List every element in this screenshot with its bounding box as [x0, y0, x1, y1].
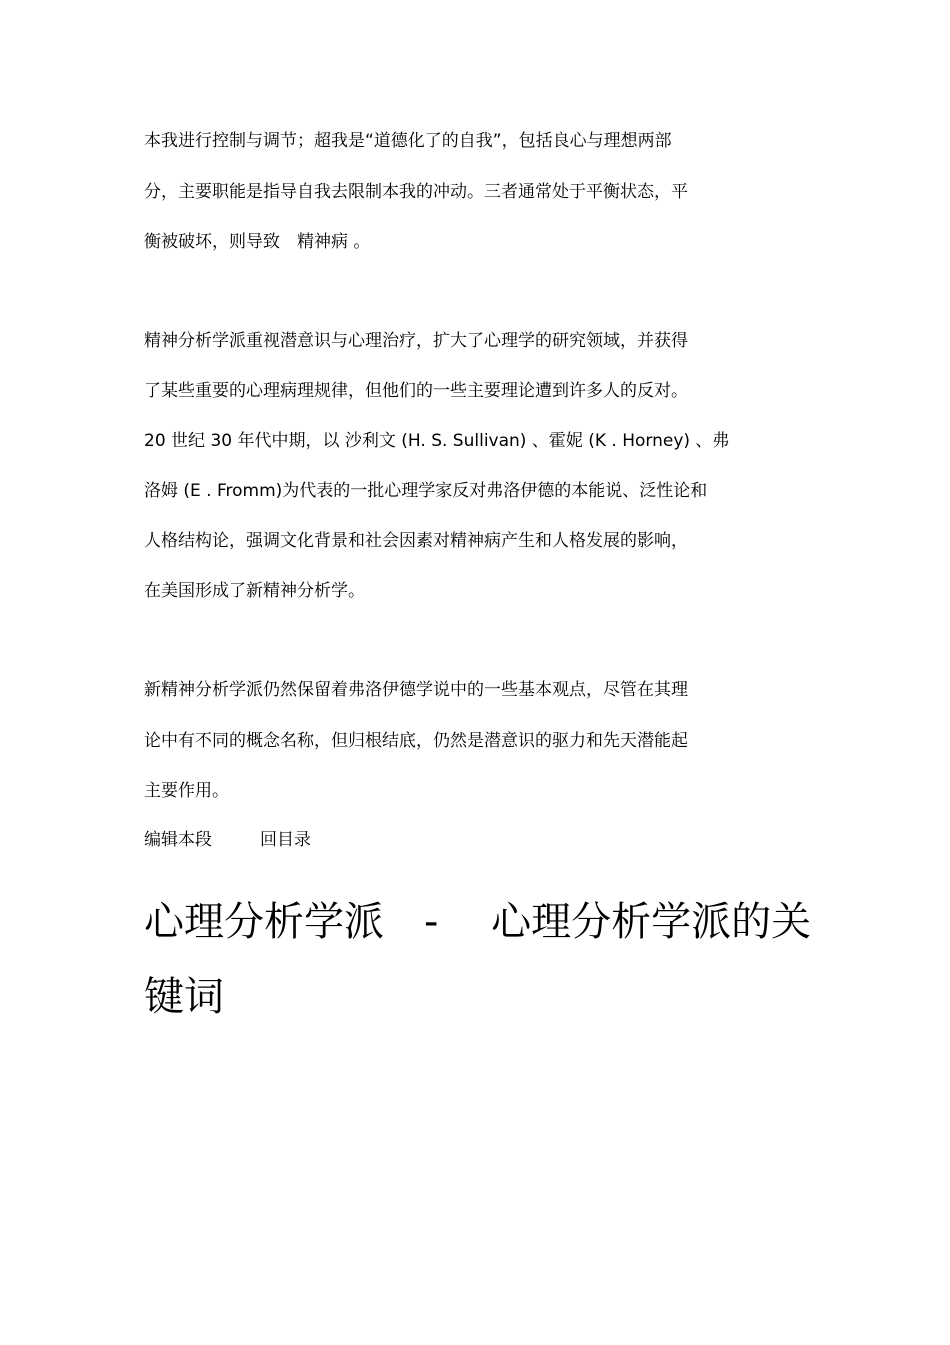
- section-links: [144, 828, 311, 852]
- paragraph-3-line-2: 论中有不同的概念名称，但归根结底，仍然是潜意识的驱力和先天潜能起: [144, 731, 688, 751]
- back-to-toc-link[interactable]: 回目录: [260, 830, 311, 850]
- paragraph-2-line-2: 了某些重要的心理病理规律，但他们的一些主要理论遭到许多人的反对。: [144, 381, 688, 401]
- paragraph-2-line-4: 洛姆 (E . Fromm)为代表的一批心理学家反对弗洛伊德的本能说、泛性论和: [144, 481, 708, 501]
- paragraph-1-line-3: 衡被破坏，则导致 精神病 。: [144, 232, 371, 252]
- section-heading-line-2: 键词: [144, 974, 224, 1020]
- paragraph-3-line-1: 新精神分析学派仍然保留着弗洛伊德学说中的一些基本观点，尽管在其理: [144, 680, 688, 700]
- paragraph-2-line-3: 20 世纪 30 年代中期，以 沙利文 (H. S. Sullivan) 、霍妮 (K . Horney) 、弗: [144, 431, 730, 451]
- paragraph-2-line-1: 精神分析学派重视潜意识与心理治疗，扩大了心理学的研究领域，并获得: [144, 331, 688, 351]
- paragraph-2-line-5: 人格结构论，强调文化背景和社会因素对精神病产生和人格发展的影响，: [144, 531, 688, 551]
- paragraph-3-line-3: 主要作用。: [144, 781, 229, 801]
- section-heading-line-1: 心理分析学派 - 心理分析学派的关: [144, 899, 812, 945]
- edit-section-link[interactable]: 编辑本段: [144, 830, 212, 850]
- paragraph-1-line-2: 分，主要职能是指导自我去限制本我的冲动。三者通常处于平衡状态，平: [144, 182, 688, 202]
- paragraph-1-line-1: 本我进行控制与调节；超我是“道德化了的自我”，包括良心与理想两部: [144, 131, 672, 151]
- paragraph-2-line-6: 在美国形成了新精神分析学。: [144, 581, 365, 601]
